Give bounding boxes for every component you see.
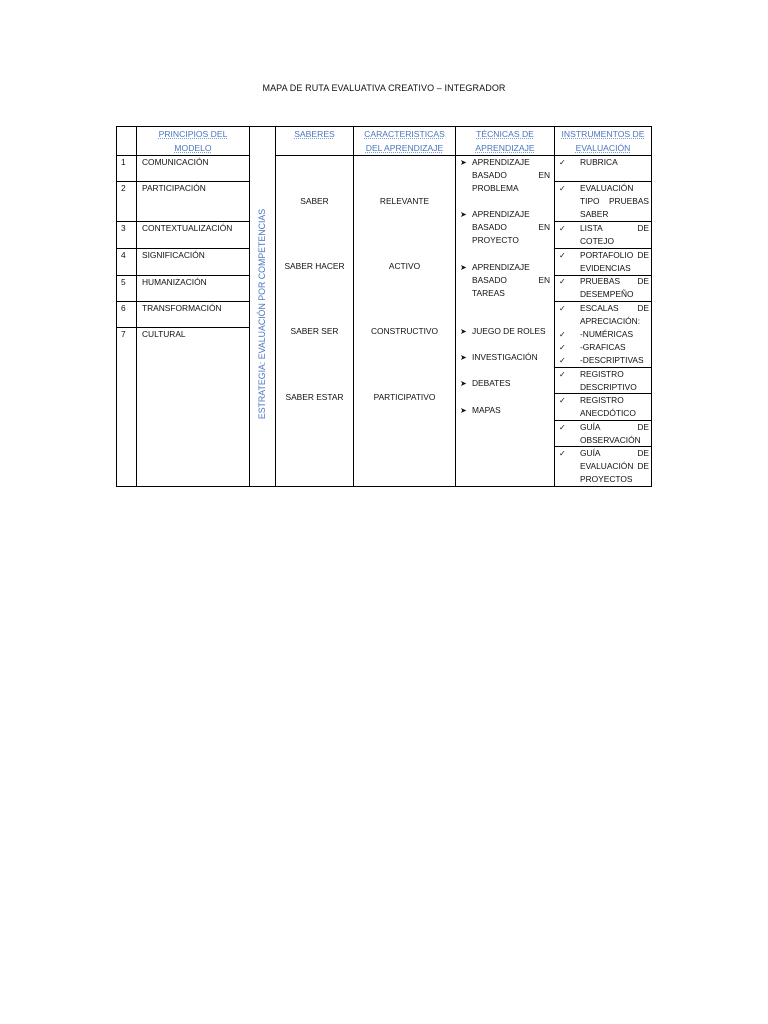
- check-mark-icon: ✓: [559, 423, 566, 432]
- check-mark-icon: ✓: [559, 330, 566, 339]
- check-mark-icon: ✓: [559, 184, 566, 193]
- principle-label: PARTICIPACIÓN: [142, 183, 206, 193]
- technique-item: ➤ APRENDIZAJE BASADO EN TAREAS: [460, 262, 550, 299]
- check-mark-icon: ✓: [559, 449, 566, 458]
- instrument-item: ✓ -NUMÉRICAS: [559, 328, 649, 341]
- technique-item: ➤ JUEGO DE ROLES: [460, 325, 550, 338]
- arrow-bullet-icon: ➤: [460, 327, 467, 336]
- principle-number: 5: [121, 277, 126, 287]
- check-mark-icon: ✓: [559, 158, 566, 167]
- check-mark-icon: ✓: [559, 304, 566, 313]
- table-border: [455, 126, 456, 487]
- check-mark-icon: ✓: [559, 343, 566, 352]
- arrow-bullet-icon: ➤: [460, 158, 467, 167]
- technique-item: ➤ MAPAS: [460, 404, 550, 417]
- arrow-bullet-icon: ➤: [460, 353, 467, 362]
- instrument-item: ✓ REGISTRO ANECDÓTICO: [559, 395, 636, 419]
- principle-number: 4: [121, 250, 126, 260]
- header-instrumentos: INSTRUMENTOS DE EVALUACIÓN: [561, 129, 645, 153]
- saber-item: SABER: [300, 196, 329, 206]
- characteristic-item: RELEVANTE: [379, 196, 430, 206]
- technique-item: ➤ APRENDIZAJE BASADO EN PROYECTO: [460, 209, 550, 246]
- principle-label: COMUNICACIÓN: [142, 157, 209, 167]
- technique-item: ➤ INVESTIGACIÓN: [460, 351, 550, 364]
- table-border: [353, 126, 354, 487]
- check-mark-icon: ✓: [559, 224, 566, 233]
- technique-item: ➤ DEBATES: [460, 377, 550, 390]
- characteristic-item: CONSTRUCTIVO: [371, 326, 438, 336]
- principle-label: TRANSFORMACIÓN: [142, 303, 222, 313]
- principle-number: 6: [121, 303, 126, 313]
- principle-label: HUMANIZACIÓN: [142, 277, 207, 287]
- instrument-item: ✓ REGISTRO DESCRIPTIVO: [559, 369, 637, 393]
- page-title: MAPA DE RUTA EVALUATIVA CREATIVO – INTEGRADOR: [262, 83, 506, 93]
- technique-item: ➤ APRENDIZAJE BASADO EN PROBLEMA: [460, 157, 550, 194]
- instrument-item: ✓ EVALUACIÓN TIPO PRUEBAS SABER: [559, 183, 649, 220]
- header-tecnicas: TÉCNICAS DE APRENDIZAJE: [475, 129, 535, 153]
- instrument-item: ✓ GUÍA DE EVALUACIÓN DE PROYECTOS: [559, 448, 649, 485]
- principle-number: 3: [121, 223, 126, 233]
- saber-item: SABER HACER: [284, 261, 345, 271]
- instrument-item: ✓ GUÍA DE OBSERVACIÓN: [559, 422, 649, 446]
- instrument-item: ✓ PORTAFOLIO DE EVIDENCIAS: [559, 250, 649, 274]
- principle-number: 1: [121, 157, 126, 167]
- header-principios: PRINCIPIOS DEL MODELO: [158, 129, 228, 153]
- table-border: [275, 126, 276, 487]
- instrument-item: ✓ -DESCRIPTIVAS: [559, 354, 649, 367]
- check-mark-icon: ✓: [559, 396, 566, 405]
- arrow-bullet-icon: ➤: [460, 210, 467, 219]
- principle-number: 2: [121, 183, 126, 193]
- check-mark-icon: ✓: [559, 356, 566, 365]
- check-mark-icon: ✓: [559, 251, 566, 260]
- evaluation-map-table: [116, 126, 652, 487]
- arrow-bullet-icon: ➤: [460, 406, 467, 415]
- characteristic-item: PARTICIPATIVO: [373, 392, 436, 402]
- header-saberes: SABERES: [294, 129, 335, 139]
- principle-label: CONTEXTUALIZACIÓN: [142, 223, 233, 233]
- saber-item: SABER ESTAR: [285, 392, 344, 402]
- characteristic-item: ACTIVO: [388, 261, 421, 271]
- strategy-label: ESTRATEGIA: EVALUACIÓN POR COMPETENCIAS: [257, 208, 267, 420]
- instrument-item: ✓ RUBRICA: [559, 156, 649, 169]
- instrument-item: ✓ ESCALAS DE APRECIACIÓN:: [559, 303, 649, 327]
- instrument-item: ✓ LISTA DE COTEJO: [559, 223, 649, 247]
- saber-item: SABER SER: [290, 326, 339, 336]
- arrow-bullet-icon: ➤: [460, 263, 467, 272]
- check-mark-icon: ✓: [559, 370, 566, 379]
- instrument-item: ✓ -GRAFICAS: [559, 341, 649, 354]
- principle-number: 7: [121, 329, 126, 339]
- check-mark-icon: ✓: [559, 277, 566, 286]
- strategy-column: [249, 126, 275, 487]
- principle-label: CULTURAL: [142, 329, 186, 339]
- arrow-bullet-icon: ➤: [460, 379, 467, 388]
- instrument-item: ✓ PRUEBAS DE DESEMPEÑO: [559, 276, 649, 300]
- header-caracteristicas: CARACTERISTICAS DEL APRENDIZAJE: [364, 129, 445, 153]
- principle-label: SIGNIFICACIÓN: [142, 250, 205, 260]
